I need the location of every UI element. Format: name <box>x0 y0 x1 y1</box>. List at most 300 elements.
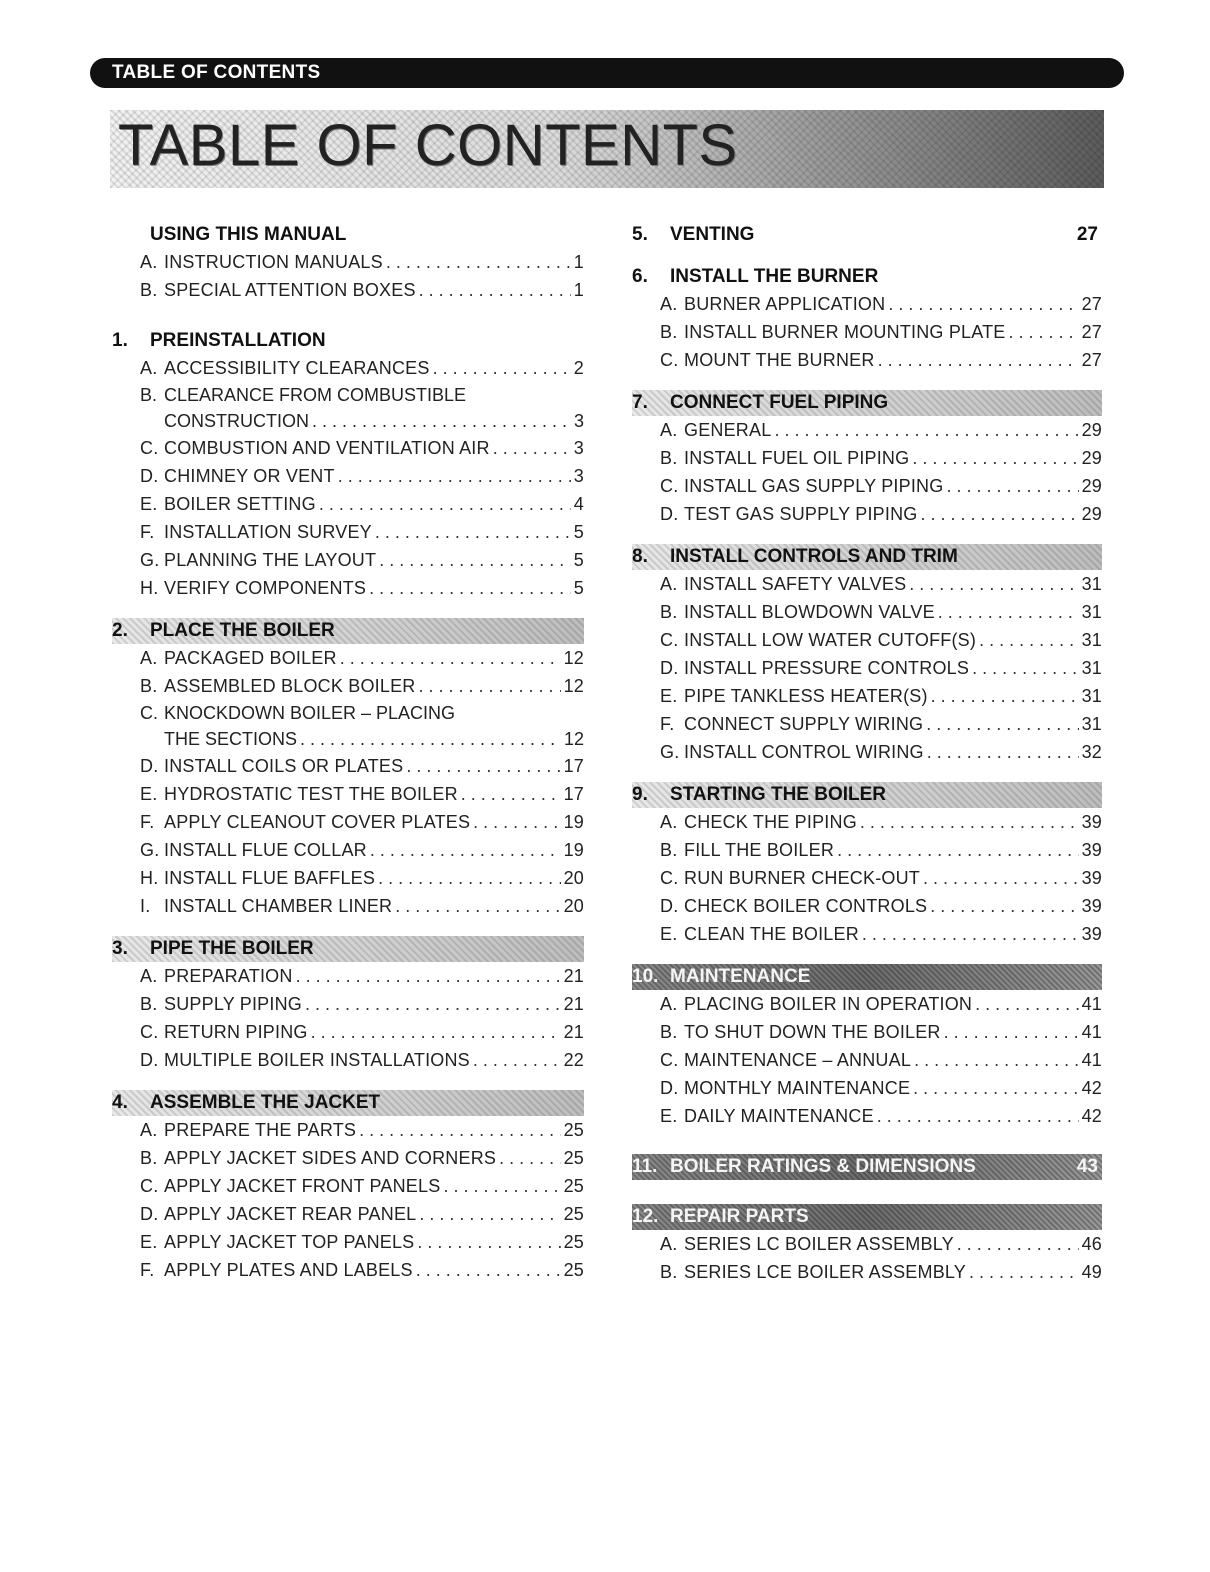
toc-right-column <box>632 222 1102 1286</box>
entry-leader <box>369 574 571 602</box>
section-page: 43 <box>1076 1156 1098 1177</box>
section-title: INSTALL THE BURNER <box>670 266 879 287</box>
section-title: INSTALL CONTROLS AND TRIM <box>670 546 958 567</box>
entry-leader <box>837 836 1079 864</box>
toc-section-2 <box>112 618 584 920</box>
section-number: 2. <box>112 620 128 641</box>
entry-page: 25 <box>563 1120 584 1140</box>
entry-page: 3 <box>573 466 584 486</box>
entry-leader <box>443 1172 560 1200</box>
toc-entry[interactable] <box>112 892 584 920</box>
entry-title: CHECK BOILER CONTROLS <box>684 896 928 916</box>
entry-page: 21 <box>563 1022 584 1042</box>
entry-title: INSTALLATION SURVEY <box>164 522 372 542</box>
entry-letter: C. <box>660 350 679 370</box>
toc-entry[interactable] <box>632 570 1102 598</box>
entry-page: 25 <box>563 1260 584 1280</box>
entry-letter: B. <box>660 322 678 342</box>
toc-entry[interactable] <box>632 892 1102 920</box>
entry-letter: A. <box>660 812 678 832</box>
entry-title: KNOCKDOWN BOILER – PLACING <box>164 703 456 723</box>
entry-page: 39 <box>1081 924 1102 944</box>
section-title: MAINTENANCE <box>670 966 811 987</box>
section-heading[interactable] <box>112 222 584 248</box>
entry-leader <box>877 1102 1079 1130</box>
entry-letter: E. <box>660 924 678 944</box>
entry-leader <box>419 1200 560 1228</box>
entry-letter: E. <box>140 1232 158 1252</box>
section-heading[interactable] <box>632 390 1102 416</box>
entry-leader <box>296 962 561 990</box>
entry-page: 3 <box>573 411 584 431</box>
toc-entry[interactable] <box>632 290 1102 318</box>
entry-leader <box>931 682 1079 710</box>
entry-letter: B. <box>660 840 678 860</box>
entry-letter: E. <box>140 784 158 804</box>
entry-title: PREPARATION <box>164 966 293 986</box>
entry-letter: B. <box>660 448 678 468</box>
entry-leader <box>359 1116 560 1144</box>
entry-letter: A. <box>140 358 158 378</box>
entry-title: RETURN PIPING <box>164 1022 308 1042</box>
section-title: ASSEMBLE THE JACKET <box>150 1092 381 1113</box>
entry-title: SERIES LCE BOILER ASSEMBLY <box>684 1262 966 1282</box>
entry-title: PACKAGED BOILER <box>164 648 337 668</box>
entry-title-cont: CONSTRUCTION <box>164 411 309 431</box>
entry-page: 42 <box>1081 1078 1102 1098</box>
entry-page: 25 <box>563 1148 584 1168</box>
toc-entry[interactable] <box>632 472 1102 500</box>
toc-entry[interactable] <box>112 990 584 1018</box>
entry-letter: C. <box>660 630 679 650</box>
toc-entry[interactable] <box>112 382 584 434</box>
entry-leader <box>473 1046 561 1074</box>
entry-leader <box>774 416 1078 444</box>
entry-letter: B. <box>660 1022 678 1042</box>
entry-leader <box>909 570 1078 598</box>
entry-title: APPLY JACKET SIDES AND CORNERS <box>164 1148 497 1168</box>
toc-entry[interactable] <box>632 682 1102 710</box>
entry-page: 21 <box>563 994 584 1014</box>
toc-entry[interactable] <box>632 1230 1102 1258</box>
section-number: 12. <box>632 1206 659 1227</box>
toc-entry[interactable] <box>112 808 584 836</box>
entry-page: 17 <box>563 756 584 776</box>
entry-letter: A. <box>140 966 158 986</box>
toc-entry[interactable] <box>632 920 1102 948</box>
entry-page: 25 <box>563 1176 584 1196</box>
entry-letter: C. <box>140 703 158 723</box>
toc-entry[interactable] <box>112 518 584 546</box>
entry-page: 49 <box>1081 1262 1102 1282</box>
entry-title: MAINTENANCE – ANNUAL <box>684 1050 912 1070</box>
entry-title: PIPE TANKLESS HEATER(S) <box>684 686 928 706</box>
entry-letter: C. <box>140 1176 159 1196</box>
section-heading[interactable] <box>632 1154 1102 1180</box>
entry-page: 12 <box>563 648 584 668</box>
toc-entry[interactable] <box>112 1172 584 1200</box>
entry-page: 41 <box>1081 1022 1102 1042</box>
entry-letter: A. <box>140 648 158 668</box>
entry-leader <box>395 892 560 920</box>
entry-page: 29 <box>1081 420 1102 440</box>
entry-title: MONTHLY MAINTENANCE <box>684 1078 911 1098</box>
toc-entry[interactable] <box>112 1018 584 1046</box>
entry-leader <box>923 864 1079 892</box>
entry-page: 29 <box>1081 476 1102 496</box>
entry-title: INSTALL CONTROL WIRING <box>684 742 924 762</box>
entry-letter: D. <box>660 658 679 678</box>
entry-page: 4 <box>573 494 584 514</box>
entry-leader <box>375 518 571 546</box>
entry-page: 12 <box>563 729 584 749</box>
section-heading[interactable] <box>632 964 1102 990</box>
toc-entry[interactable] <box>112 490 584 518</box>
toc-entry[interactable] <box>112 1228 584 1256</box>
section-number: 7. <box>632 392 648 413</box>
entry-title: SPECIAL ATTENTION BOXES <box>164 280 416 300</box>
section-heading[interactable] <box>112 1090 584 1116</box>
entry-page: 32 <box>1081 742 1102 762</box>
entry-page: 5 <box>573 522 584 542</box>
entry-letter: G. <box>660 742 680 762</box>
entry-leader <box>972 654 1079 682</box>
entry-title: INSTALL COILS OR PLATES <box>164 756 404 776</box>
toc-section-9 <box>632 782 1102 948</box>
entry-title: ASSEMBLED BLOCK BOILER <box>164 676 416 696</box>
entry-page: 39 <box>1081 896 1102 916</box>
entry-title: APPLY JACKET FRONT PANELS <box>164 1176 441 1196</box>
toc-entry[interactable] <box>632 710 1102 738</box>
entry-letter: G. <box>140 550 160 570</box>
entry-title: CLEAN THE BOILER <box>684 924 859 944</box>
entry-title: HYDROSTATIC TEST THE BOILER <box>164 784 458 804</box>
section-title: USING THIS MANUAL <box>150 224 347 245</box>
entry-title: BURNER APPLICATION <box>684 294 886 314</box>
toc-entry[interactable] <box>112 276 584 304</box>
entry-page: 46 <box>1081 1234 1102 1254</box>
entry-page: 25 <box>563 1232 584 1252</box>
toc-entry[interactable] <box>112 752 584 780</box>
toc-entry[interactable] <box>632 1102 1102 1130</box>
toc-entry[interactable] <box>112 574 584 602</box>
entry-leader <box>300 726 561 752</box>
toc-section-12 <box>632 1204 1102 1286</box>
toc-section-5 <box>632 222 1102 248</box>
entry-title: MOUNT THE BURNER <box>684 350 875 370</box>
entry-letter: D. <box>140 1204 159 1224</box>
entry-page: 21 <box>563 966 584 986</box>
section-heading[interactable] <box>632 222 1102 248</box>
entry-title: SUPPLY PIPING <box>164 994 302 1014</box>
entry-title: INSTALL FLUE BAFFLES <box>164 868 376 888</box>
entry-title: RUN BURNER CHECK-OUT <box>684 868 921 888</box>
entry-letter: A. <box>660 420 678 440</box>
entry-leader <box>419 276 571 304</box>
toc-entry[interactable] <box>632 318 1102 346</box>
entry-title: VERIFY COMPONENTS <box>164 578 367 598</box>
section-number: 11. <box>632 1156 658 1177</box>
section-number: 10. <box>632 966 659 987</box>
toc-entry[interactable] <box>112 1200 584 1228</box>
toc-entry[interactable] <box>632 500 1102 528</box>
toc-entry[interactable] <box>112 836 584 864</box>
entry-letter: B. <box>140 280 158 300</box>
entry-page: 1 <box>573 252 584 272</box>
entry-leader <box>319 490 571 518</box>
section-heading[interactable] <box>632 782 1102 808</box>
toc-entry[interactable] <box>112 546 584 574</box>
entry-leader <box>379 546 571 574</box>
entry-letter: D. <box>140 756 159 776</box>
entry-leader <box>406 752 560 780</box>
header-bar-label: TABLE OF CONTENTS <box>112 62 321 83</box>
entry-page: 20 <box>563 868 584 888</box>
entry-leader <box>878 346 1079 374</box>
entry-title: TO SHUT DOWN THE BOILER <box>684 1022 941 1042</box>
toc-entry[interactable] <box>632 626 1102 654</box>
entry-page: 39 <box>1081 812 1102 832</box>
toc-section-11 <box>632 1154 1102 1180</box>
entry-leader <box>311 1018 561 1046</box>
entry-page: 27 <box>1081 294 1102 314</box>
entry-letter: F. <box>140 1260 155 1280</box>
section-heading[interactable] <box>112 618 584 644</box>
entry-title-cont: THE SECTIONS <box>164 729 298 749</box>
toc-entry[interactable] <box>632 864 1102 892</box>
toc-entry[interactable] <box>632 416 1102 444</box>
entry-page: 39 <box>1081 868 1102 888</box>
section-heading[interactable] <box>112 328 584 354</box>
section-number: 5. <box>632 224 648 245</box>
entry-leader <box>913 1074 1078 1102</box>
section-number: 4. <box>112 1092 128 1113</box>
entry-title: CONNECT SUPPLY WIRING <box>684 714 924 734</box>
section-number: 9. <box>632 784 648 805</box>
header-bar <box>90 58 1124 88</box>
toc-entry[interactable] <box>112 1116 584 1144</box>
entry-title: INSTALL SAFETY VALVES <box>684 574 907 594</box>
entry-title: ACCESSIBILITY CLEARANCES <box>164 358 430 378</box>
entry-letter: C. <box>660 868 679 888</box>
section-title: BOILER RATINGS & DIMENSIONS <box>670 1156 976 1177</box>
entry-leader <box>312 408 571 434</box>
entry-title: BOILER SETTING <box>164 494 316 514</box>
entry-title: TEST GAS SUPPLY PIPING <box>684 504 918 524</box>
entry-page: 27 <box>1081 322 1102 342</box>
entry-leader <box>416 1256 561 1284</box>
entry-leader <box>975 990 1078 1018</box>
toc-entry[interactable] <box>112 672 584 700</box>
toc-section-6 <box>632 264 1102 374</box>
section-heading[interactable] <box>632 264 1102 290</box>
entry-title: CHIMNEY OR VENT <box>164 466 335 486</box>
entry-title: PLANNING THE LAYOUT <box>164 550 377 570</box>
toc-entry[interactable] <box>112 644 584 672</box>
entry-leader <box>417 1228 560 1256</box>
entry-page: 27 <box>1081 350 1102 370</box>
section-number: 6. <box>632 266 648 287</box>
toc-entry[interactable] <box>112 1046 584 1074</box>
entry-page: 2 <box>573 358 584 378</box>
toc-entry[interactable] <box>112 700 584 752</box>
entry-title: CHECK THE PIPING <box>684 812 857 832</box>
page-title: TABLE OF CONTENTS <box>118 113 738 178</box>
entry-letter: C. <box>660 476 679 496</box>
toc-section-using <box>112 222 584 304</box>
entry-title: INSTALL BURNER MOUNTING PLATE <box>684 322 1006 342</box>
toc-entry[interactable] <box>632 1046 1102 1074</box>
entry-leader <box>338 462 571 490</box>
entry-title: INSTALL CHAMBER LINER <box>164 896 393 916</box>
toc-section-10 <box>632 964 1102 1130</box>
entry-title: DAILY MAINTENANCE <box>684 1106 874 1126</box>
entry-letter: H. <box>140 578 159 598</box>
toc-entry[interactable] <box>632 990 1102 1018</box>
toc-entry[interactable] <box>632 808 1102 836</box>
toc-entry[interactable] <box>632 1258 1102 1286</box>
entry-title: APPLY JACKET REAR PANEL <box>164 1204 417 1224</box>
entry-title: FILL THE BOILER <box>684 840 835 860</box>
entry-leader <box>938 598 1079 626</box>
entry-leader <box>926 710 1078 738</box>
toc-entry[interactable] <box>112 1256 584 1284</box>
entry-page: 41 <box>1081 994 1102 1014</box>
section-title: PREINSTALLATION <box>150 330 326 351</box>
entry-leader <box>920 500 1078 528</box>
entry-leader <box>888 290 1078 318</box>
entry-title: INSTALL PRESSURE CONTROLS <box>684 658 970 678</box>
entry-letter: D. <box>660 896 679 916</box>
entry-title: MULTIPLE BOILER INSTALLATIONS <box>164 1050 470 1070</box>
entry-letter: D. <box>140 1050 159 1070</box>
entry-leader <box>914 1046 1079 1074</box>
section-title: STARTING THE BOILER <box>670 784 887 805</box>
entry-letter: A. <box>660 994 678 1014</box>
toc-entry[interactable] <box>112 1144 584 1172</box>
entry-letter: D. <box>140 466 159 486</box>
entry-leader <box>1009 318 1079 346</box>
entry-letter: B. <box>140 994 158 1014</box>
entry-leader <box>433 354 571 382</box>
entry-title: INSTALL GAS SUPPLY PIPING <box>684 476 944 496</box>
entry-title: INSTALL FLUE COLLAR <box>164 840 367 860</box>
entry-title: INSTALL FUEL OIL PIPING <box>684 448 910 468</box>
entry-leader <box>979 626 1079 654</box>
entry-title: APPLY JACKET TOP PANELS <box>164 1232 415 1252</box>
section-number: 3. <box>112 938 128 959</box>
entry-leader <box>957 1230 1079 1258</box>
entry-title: CLEARANCE FROM COMBUSTIBLE <box>164 385 467 405</box>
toc-entry[interactable] <box>632 836 1102 864</box>
entry-letter: A. <box>660 1234 678 1254</box>
entry-title: APPLY PLATES AND LABELS <box>164 1260 413 1280</box>
toc-entry[interactable] <box>112 354 584 382</box>
entry-letter: C. <box>140 438 159 458</box>
toc-entry[interactable] <box>112 962 584 990</box>
toc-entry[interactable] <box>632 598 1102 626</box>
entry-leader <box>386 248 571 276</box>
entry-page: 41 <box>1081 1050 1102 1070</box>
entry-title: SERIES LC BOILER ASSEMBLY <box>684 1234 954 1254</box>
entry-letter: B. <box>660 1262 678 1282</box>
toc-entry[interactable] <box>112 248 584 276</box>
entry-page: 3 <box>573 438 584 458</box>
entry-title: APPLY CLEANOUT COVER PLATES <box>164 812 471 832</box>
entry-leader <box>862 920 1079 948</box>
section-title: PIPE THE BOILER <box>150 938 314 959</box>
toc-entry[interactable] <box>632 1018 1102 1046</box>
entry-title: INSTALL LOW WATER CUTOFF(S) <box>684 630 977 650</box>
section-page: 27 <box>1076 224 1098 245</box>
section-heading[interactable] <box>632 544 1102 570</box>
entry-letter: I. <box>140 896 151 916</box>
toc-entry[interactable] <box>112 462 584 490</box>
toc-entry[interactable] <box>632 1074 1102 1102</box>
entry-page: 31 <box>1081 574 1102 594</box>
entry-letter: B. <box>140 385 158 405</box>
entry-title: PREPARE THE PARTS <box>164 1120 357 1140</box>
entry-letter: D. <box>660 504 679 524</box>
toc-section-4 <box>112 1090 584 1284</box>
entry-letter: C. <box>140 1022 159 1042</box>
entry-letter: F. <box>660 714 675 734</box>
entry-page: 19 <box>563 812 584 832</box>
entry-letter: B. <box>140 676 158 696</box>
toc-entry[interactable] <box>112 434 584 462</box>
toc-entry[interactable] <box>632 444 1102 472</box>
entry-page: 42 <box>1081 1106 1102 1126</box>
entry-title: INSTRUCTION MANUALS <box>164 252 383 272</box>
title-banner <box>110 110 1104 188</box>
entry-leader <box>912 444 1078 472</box>
toc-entry[interactable] <box>632 738 1102 766</box>
entry-title: INSTALL BLOWDOWN VALVE <box>684 602 935 622</box>
entry-letter: G. <box>140 840 160 860</box>
entry-leader <box>419 672 561 700</box>
entry-page: 20 <box>563 896 584 916</box>
entry-letter: F. <box>140 522 155 542</box>
entry-letter: H. <box>140 868 159 888</box>
entry-letter: A. <box>140 252 158 272</box>
entry-leader <box>305 990 561 1018</box>
entry-letter: A. <box>140 1120 158 1140</box>
section-title: REPAIR PARTS <box>670 1206 809 1227</box>
toc-entry[interactable] <box>112 780 584 808</box>
toc-entry[interactable] <box>112 864 584 892</box>
entry-letter: C. <box>660 1050 679 1070</box>
entry-leader <box>969 1258 1079 1286</box>
section-title: PLACE THE BOILER <box>150 620 335 641</box>
toc-entry[interactable] <box>632 654 1102 682</box>
toc-section-1 <box>112 328 584 602</box>
section-heading[interactable] <box>632 1204 1102 1230</box>
entry-leader <box>927 738 1079 766</box>
toc-entry[interactable] <box>632 346 1102 374</box>
entry-leader <box>930 892 1078 920</box>
entry-page: 31 <box>1081 686 1102 706</box>
entry-letter: D. <box>660 1078 679 1098</box>
entry-page: 25 <box>563 1204 584 1224</box>
section-heading[interactable] <box>112 936 584 962</box>
section-title: CONNECT FUEL PIPING <box>670 392 889 413</box>
entry-page: 5 <box>573 550 584 570</box>
entry-leader <box>499 1144 560 1172</box>
entry-page: 19 <box>563 840 584 860</box>
toc-section-3 <box>112 936 584 1074</box>
entry-page: 31 <box>1081 630 1102 650</box>
entry-page: 39 <box>1081 840 1102 860</box>
